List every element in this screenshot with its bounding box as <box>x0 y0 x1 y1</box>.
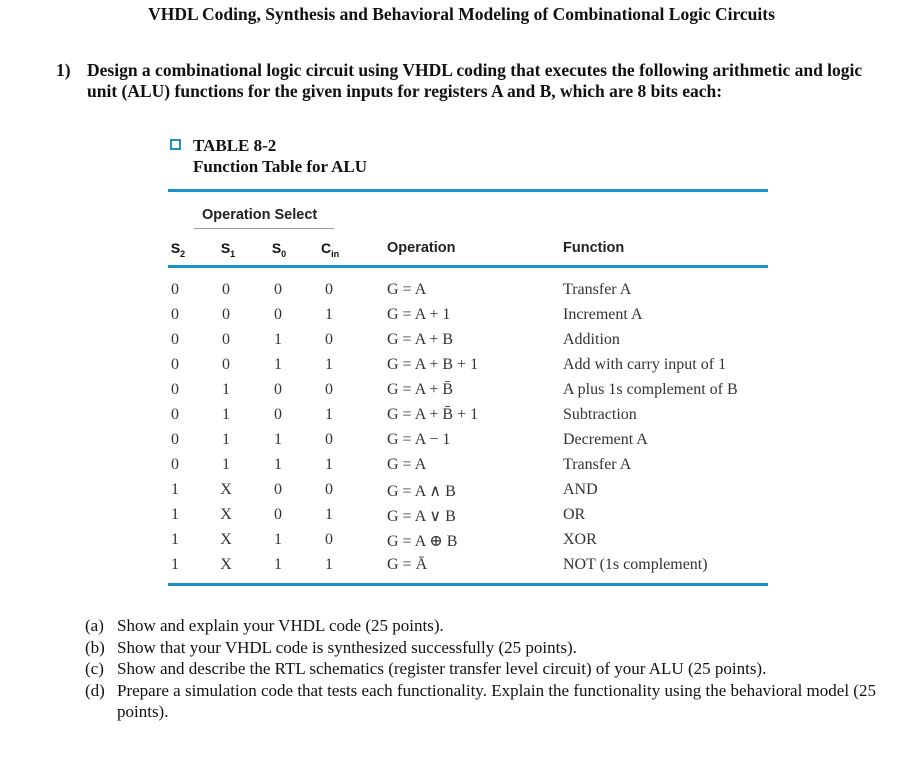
cell-function: NOT (1s complement) <box>563 556 708 573</box>
cell-s1: 1 <box>222 381 230 398</box>
table-row <box>0 306 923 330</box>
cell-cin: 0 <box>325 381 333 398</box>
cell-s2: 1 <box>171 481 179 498</box>
cell-function: AND <box>563 481 598 498</box>
header-function: Function <box>563 240 625 256</box>
task-text: Show and explain your VHDL code (25 points). <box>117 616 444 635</box>
table-row <box>0 431 923 455</box>
cell-function: OR <box>563 506 586 523</box>
header-s1: $S_1$ <box>220 240 236 259</box>
table-caption: Function Table for ALU <box>193 157 367 176</box>
table-row <box>0 556 923 580</box>
cell-s2: 0 <box>171 306 179 323</box>
cell-cin: 1 <box>325 406 333 423</box>
cell-function: Addition <box>563 331 620 348</box>
cell-cin: 1 <box>325 356 333 373</box>
question-number: 1) <box>56 60 71 80</box>
page-title: VHDL Coding, Synthesis and Behavioral Modeling of Combinational Logic Circuits <box>148 4 775 24</box>
task-label: (d) <box>85 680 105 700</box>
task-text: Show and describe the RTL schematics (register transfer level circuit) of your ALU (25 points). <box>117 659 767 678</box>
cell-operation: G = A + B <box>387 331 454 348</box>
cell-s2: 1 <box>171 531 179 548</box>
cell-s2: 0 <box>171 381 179 398</box>
cell-s0: 1 <box>274 556 282 573</box>
cell-s0: 1 <box>274 356 282 373</box>
cell-function: Increment A <box>563 306 643 323</box>
cell-s1: X <box>220 556 232 573</box>
cell-s1: 0 <box>222 356 230 373</box>
task-item-c <box>85 658 885 680</box>
cell-s1: 0 <box>222 281 230 298</box>
cell-s1: X <box>220 531 232 548</box>
table-row <box>0 506 923 530</box>
operation-select-underline <box>194 228 334 229</box>
cell-operation: G = A − 1 <box>387 431 451 448</box>
cell-function: A plus 1s complement of B <box>563 381 738 398</box>
table-row <box>0 406 923 430</box>
cell-s0: 1 <box>274 456 282 473</box>
task-text: Show that your VHDL code is synthesized successfully (25 points). <box>117 637 577 657</box>
operation-select-header: Operation Select <box>202 207 318 223</box>
cell-s2: 1 <box>171 556 179 573</box>
cell-s0: 0 <box>274 306 282 323</box>
cell-operation: G = A ∨ B <box>387 508 456 525</box>
cell-operation: G = A <box>387 281 427 298</box>
task-label: (b) <box>85 637 105 657</box>
cell-s2: 0 <box>171 456 179 473</box>
cell-s2: 0 <box>171 406 179 423</box>
task-item-b <box>85 637 885 659</box>
table-header-rule <box>168 265 768 268</box>
task-item-a <box>85 615 885 637</box>
table-row <box>0 381 923 405</box>
cell-s1: 0 <box>222 331 230 348</box>
cell-operation: G = Ā <box>387 556 428 573</box>
cell-cin: 0 <box>325 331 333 348</box>
cell-s2: 0 <box>171 331 179 348</box>
cell-operation: G = A ⊕ B <box>387 533 458 550</box>
cell-operation: G = A + B̄ + 1 <box>387 406 479 423</box>
cell-s0: 1 <box>274 531 282 548</box>
cell-operation: G = A ∧ B <box>387 483 456 500</box>
cell-cin: 0 <box>325 431 333 448</box>
table-row <box>0 281 923 305</box>
cell-s1: X <box>220 481 232 498</box>
header-cin: $C_{in}$ <box>320 240 340 259</box>
cell-s0: 0 <box>274 481 282 498</box>
cell-s1: 1 <box>222 456 230 473</box>
cell-s2: 0 <box>171 281 179 298</box>
cell-s2: 0 <box>171 356 179 373</box>
cell-s1: X <box>220 506 232 523</box>
task-label: (c) <box>85 659 104 678</box>
table-top-rule <box>168 189 768 192</box>
task-list <box>85 615 885 723</box>
cell-operation: G = A <box>387 456 427 473</box>
question-text: Design a combinational logic circuit using VHDL coding that executes the following arithmetic and logic unit (ALU) functions for the given inputs for registers A and B, which are 8 bits each: <box>87 60 863 101</box>
header-s0: $S_0$ <box>271 240 287 259</box>
cell-cin: 1 <box>325 556 333 573</box>
cell-s2: 0 <box>171 431 179 448</box>
table-row <box>0 481 923 505</box>
cell-s0: 0 <box>274 381 282 398</box>
cell-s2: 1 <box>171 506 179 523</box>
cell-function: Add with carry input of 1 <box>563 356 727 373</box>
table-square-icon <box>170 139 181 150</box>
header-s2: $S_2$ <box>170 240 186 259</box>
cell-operation: G = A + 1 <box>387 306 451 323</box>
cell-s1: 0 <box>222 306 230 323</box>
cell-s0: 1 <box>274 431 282 448</box>
cell-s1: 1 <box>222 406 230 423</box>
table-bottom-rule <box>168 583 768 586</box>
table-row <box>0 531 923 555</box>
cell-cin: 1 <box>325 306 333 323</box>
cell-s0: 0 <box>274 506 282 523</box>
task-label: (a) <box>85 616 104 635</box>
cell-function: Decrement A <box>563 431 648 448</box>
cell-cin: 1 <box>325 506 333 523</box>
header-operation: Operation <box>387 240 456 256</box>
cell-s0: 0 <box>274 281 282 298</box>
cell-s0: 0 <box>274 406 282 423</box>
table-row <box>0 456 923 480</box>
cell-s1: 1 <box>222 431 230 448</box>
cell-s0: 1 <box>274 331 282 348</box>
cell-cin: 0 <box>325 531 333 548</box>
cell-operation: G = A + B̄ <box>387 381 454 398</box>
cell-function: Transfer A <box>563 281 632 298</box>
table-row <box>0 331 923 355</box>
cell-function: Transfer A <box>563 456 632 473</box>
cell-function: Subtraction <box>563 406 637 423</box>
task-text: Prepare a simulation code that tests each functionality. Explain the functionality using the behavioral model (25 points). <box>117 680 876 721</box>
cell-cin: 0 <box>325 281 333 298</box>
table-row <box>0 356 923 380</box>
task-item-d <box>85 680 885 723</box>
cell-cin: 0 <box>325 481 333 498</box>
table-label: TABLE 8-2 <box>193 136 277 155</box>
cell-cin: 1 <box>325 456 333 473</box>
cell-operation: G = A + B + 1 <box>387 356 479 373</box>
cell-function: XOR <box>563 531 597 548</box>
